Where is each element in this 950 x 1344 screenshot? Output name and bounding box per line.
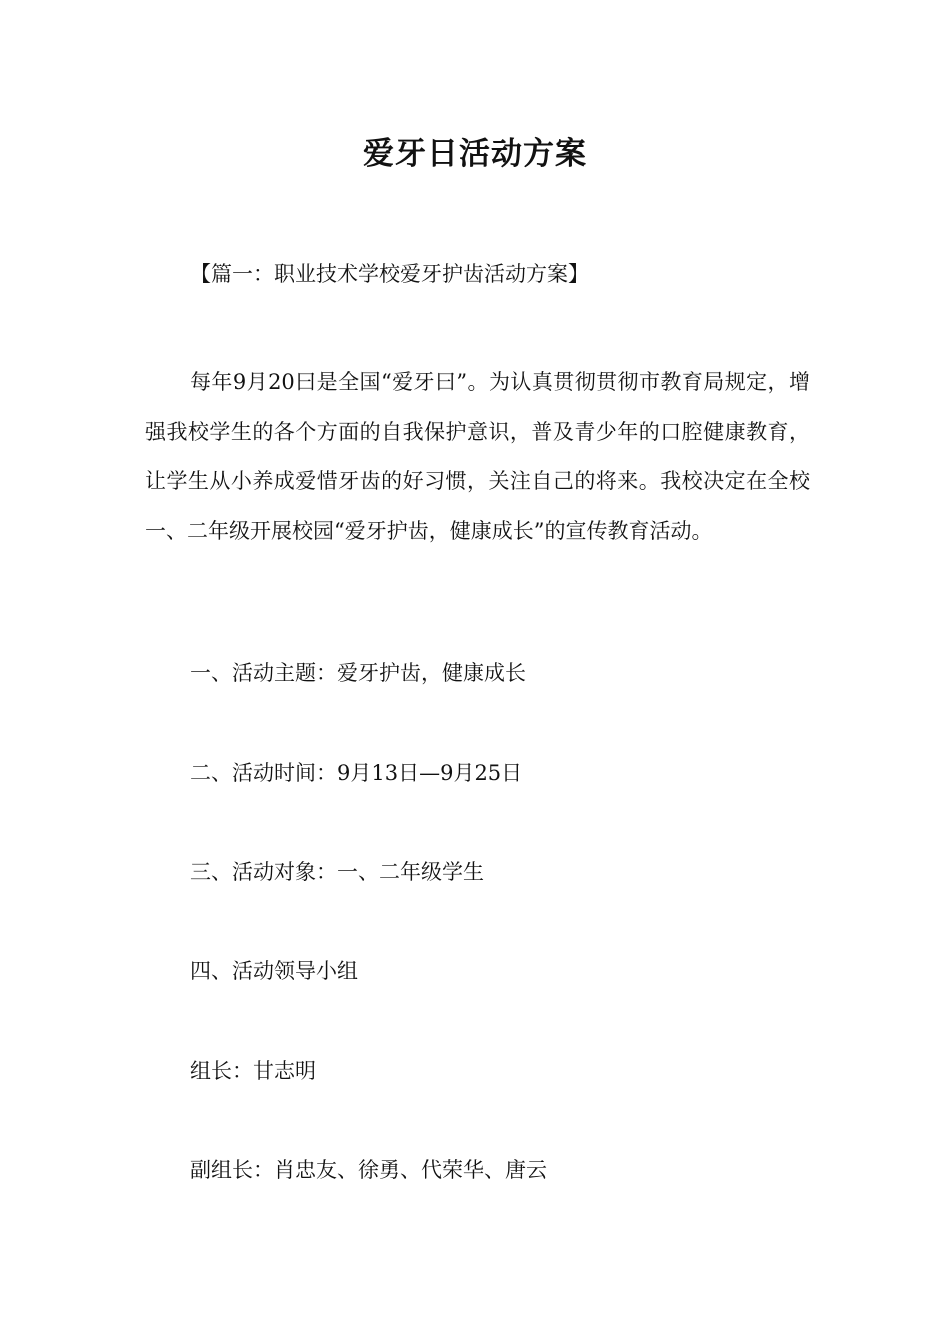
item-activity-theme: 一、活动主题：爱牙护齿，健康成长 [190,661,526,685]
item-leadership-group: 四、活动领导小组 [190,959,358,983]
item-activity-time: 二、活动时间：9月13日—9月25日 [190,761,523,785]
item-group-leader: 组长：甘志明 [190,1059,316,1083]
section-heading: 【篇一：职业技术学校爱牙护齿活动方案】 [190,262,589,286]
item-activity-target: 三、活动对象：一、二年级学生 [190,860,484,884]
document-title: 爱牙日活动方案 [363,136,587,172]
intro-paragraph: 每年9月20曰是全国“爱牙曰”。为认真贯彻贯彻市教育局规定，增强我校学生的各个方面的自我保护意识，普及青少年的口腔健康教育，让学生从小养成爱惜牙齿的好习惯，关注自己的将来。我校决定在全校一、二年级开展校园“爱牙护齿，健康成长”的宣传教育活动。 [145,370,810,543]
item-deputy-leaders: 副组长：肖忠友、徐勇、代荣华、唐云 [190,1158,547,1182]
